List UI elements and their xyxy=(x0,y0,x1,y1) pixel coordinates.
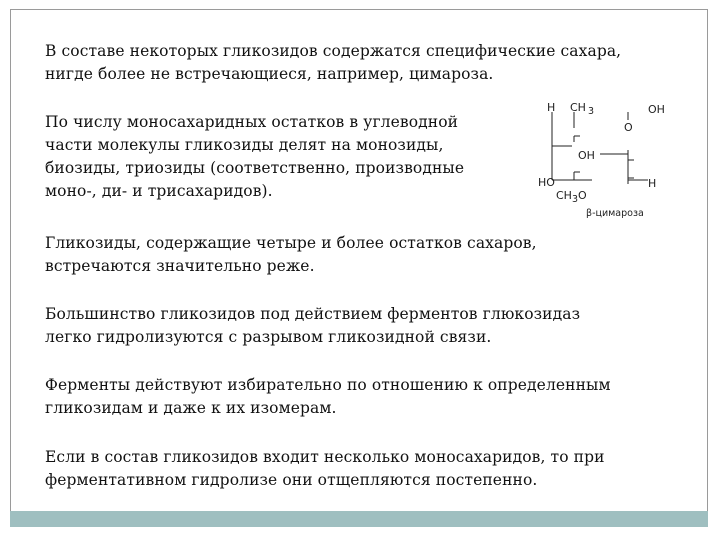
atom-label-subscript: 3 xyxy=(572,194,579,205)
slide-bottom-bar xyxy=(10,511,708,527)
atom-label-subscript: 3 xyxy=(588,106,595,117)
text-line: легко гидролизуются с разрывом гликозидной связи. xyxy=(45,328,492,346)
paragraph-four-or-more xyxy=(45,232,537,278)
paragraph-enzyme-selectivity xyxy=(45,374,611,420)
paragraph-classification xyxy=(45,111,464,203)
text-line: Ферменты действуют избирательно по отношению к определенным xyxy=(45,376,611,394)
text-line: части молекулы гликозиды делят на монозиды, xyxy=(45,136,444,154)
formula-caption: β-цимароза xyxy=(586,208,644,219)
text-line: нигде более не встречающиеся, например, цимароза. xyxy=(45,65,494,83)
atom-label: CH xyxy=(570,101,586,114)
cymarose-structural-formula xyxy=(530,98,680,222)
atom-label: OH xyxy=(578,149,595,162)
text-line: встречаются значительно реже. xyxy=(45,257,315,275)
text-line: гликозидам и даже к их изомерам. xyxy=(45,399,337,417)
text-line: Если в состав гликозидов входит несколько моносахаридов, то при xyxy=(45,448,605,466)
atom-label: H xyxy=(648,177,657,190)
atom-label: O xyxy=(624,121,633,134)
text-line: моно-, ди- и трисахаридов). xyxy=(45,182,273,200)
text-line: Большинство гликозидов под действием ферментов глюкозидаз xyxy=(45,305,581,323)
text-line: В составе некоторых гликозидов содержатся специфические сахара, xyxy=(45,42,622,60)
atom-label: HO xyxy=(538,176,555,189)
text-line: ферментативном гидролизе они отщепляются постепенно. xyxy=(45,471,538,489)
atom-label: H xyxy=(547,101,556,114)
atom-label: CH xyxy=(556,189,572,202)
paragraph-stepwise-cleavage xyxy=(45,446,605,492)
paragraph-hydrolysis xyxy=(45,303,580,349)
atom-label: O xyxy=(578,189,587,202)
text-line: биозиды, триозиды (соответственно, производные xyxy=(45,159,465,177)
paragraph-cymarose xyxy=(45,40,621,86)
text-line: Гликозиды, содержащие четыре и более остатков сахаров, xyxy=(45,234,537,252)
text-line: По числу моносахаридных остатков в углеводной xyxy=(45,113,459,131)
atom-label: OH xyxy=(648,103,665,116)
